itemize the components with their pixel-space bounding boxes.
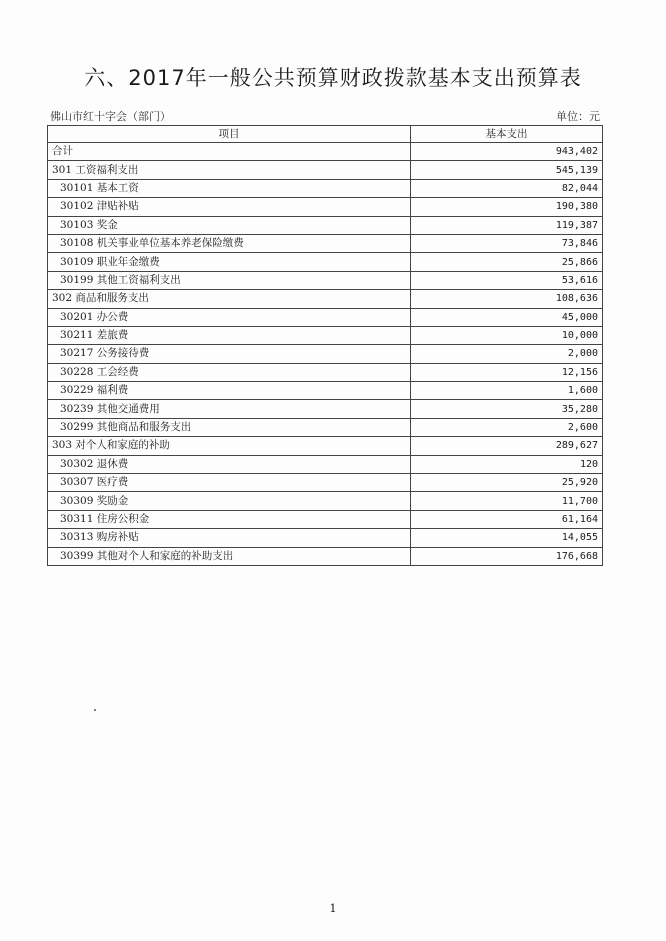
table-row: [48, 418, 603, 436]
row-amount: 53,616: [411, 271, 603, 289]
table-row: [48, 308, 603, 326]
row-amount: 35,280: [411, 400, 603, 418]
budget-table: [47, 125, 603, 566]
row-amount: 119,387: [411, 216, 603, 234]
table-row: [48, 529, 603, 547]
table-row: [48, 253, 603, 271]
table-row: [48, 179, 603, 197]
row-amount: 108,636: [411, 290, 603, 308]
table-row: [48, 143, 603, 161]
row-item-label: 30102 津贴补贴: [48, 198, 411, 216]
row-item-label: 30199 其他工资福利支出: [48, 271, 411, 289]
row-amount: 61,164: [411, 510, 603, 528]
table-row: [48, 271, 603, 289]
row-item-label: 301 工资福利支出: [48, 161, 411, 179]
table-row: [48, 326, 603, 344]
row-amount: 120: [411, 455, 603, 473]
table-row: [48, 437, 603, 455]
row-item-label: 30313 购房补贴: [48, 529, 411, 547]
table-row: [48, 547, 603, 565]
row-item-label: 30302 退休费: [48, 455, 411, 473]
row-amount: 190,380: [411, 198, 603, 216]
row-amount: 943,402: [411, 143, 603, 161]
row-amount: 73,846: [411, 234, 603, 252]
table-row: [48, 382, 603, 400]
row-amount: 25,866: [411, 253, 603, 271]
row-amount: 10,000: [411, 326, 603, 344]
row-item-label: 30211 差旅费: [48, 326, 411, 344]
table-row: [48, 234, 603, 252]
page-number: 1: [329, 902, 337, 915]
row-item-label: 30109 职业年金缴费: [48, 253, 411, 271]
table-row: [48, 474, 603, 492]
row-amount: 11,700: [411, 492, 603, 510]
row-item-label: 30101 基本工资: [48, 179, 411, 197]
table-row: [48, 363, 603, 381]
table-row: [48, 198, 603, 216]
row-item-label: 30217 公务接待费: [48, 345, 411, 363]
row-item-label: 合计: [48, 143, 411, 161]
page-title: 六、2017年一般公共预算财政拨款基本支出预算表: [84, 66, 582, 90]
row-item-label: 30309 奖励金: [48, 492, 411, 510]
row-amount: 12,156: [411, 363, 603, 381]
table-row: [48, 510, 603, 528]
row-item-label: 303 对个人和家庭的补助: [48, 437, 411, 455]
row-item-label: 30108 机关事业单位基本养老保险缴费: [48, 234, 411, 252]
table-row: [48, 400, 603, 418]
row-item-label: 30307 医疗费: [48, 474, 411, 492]
table-row: [48, 290, 603, 308]
row-item-label: 30229 福利费: [48, 382, 411, 400]
row-amount: 2,600: [411, 418, 603, 436]
row-item-label: 30239 其他交通费用: [48, 400, 411, 418]
table-row: [48, 216, 603, 234]
department-label: 佛山市红十字会（部门）: [50, 110, 171, 123]
table-row: [48, 161, 603, 179]
unit-label: 单位：元: [556, 110, 600, 123]
row-item-label: 302 商品和服务支出: [48, 290, 411, 308]
table-row: [48, 492, 603, 510]
table-row: [48, 455, 603, 473]
table-body: [48, 143, 603, 566]
row-item-label: 30201 办公费: [48, 308, 411, 326]
row-item-label: 30299 其他商品和服务支出: [48, 418, 411, 436]
row-amount: 289,627: [411, 437, 603, 455]
table-row: [48, 345, 603, 363]
row-amount: 545,139: [411, 161, 603, 179]
row-item-label: 30103 奖金: [48, 216, 411, 234]
row-item-label: 30228 工会经费: [48, 363, 411, 381]
row-item-label: 30399 其他对个人和家庭的补助支出: [48, 547, 411, 565]
row-amount: 82,044: [411, 179, 603, 197]
column-header-item: 项目: [48, 126, 411, 143]
scan-speck: [94, 709, 96, 711]
row-amount: 25,920: [411, 474, 603, 492]
row-amount: 2,000: [411, 345, 603, 363]
row-item-label: 30311 住房公积金: [48, 510, 411, 528]
row-amount: 176,668: [411, 547, 603, 565]
row-amount: 45,000: [411, 308, 603, 326]
column-header-amount: 基本支出: [411, 126, 603, 143]
row-amount: 14,055: [411, 529, 603, 547]
row-amount: 1,600: [411, 382, 603, 400]
table-header-row: [48, 126, 603, 143]
